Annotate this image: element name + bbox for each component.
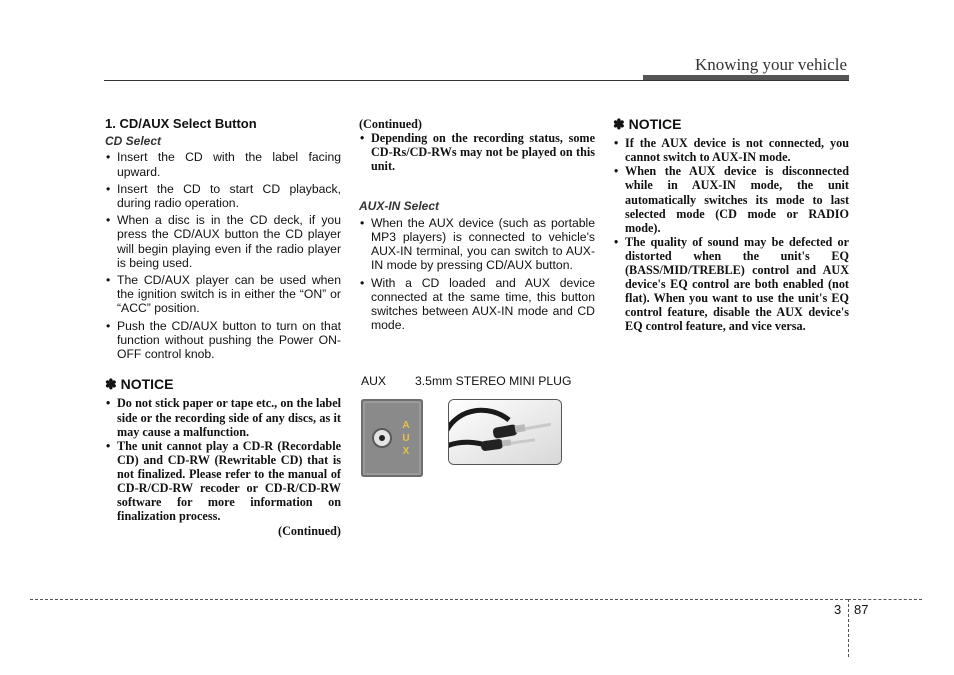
notice-list (105, 396, 341, 523)
aux-in-list (359, 216, 595, 333)
list-item: • The quality of sound may be defected or distorted when the unit's EQ (BASS/MID/TREBLE) control and AUX device's EQ control are both enabled (not flat). When you want to use the unit's EQ control feature, disable the AUX device's EQ control feature, and vice versa. (613, 235, 849, 334)
header-title: Knowing your vehicle (694, 55, 847, 74)
aux-panel-label: A U X (402, 420, 410, 457)
notice-continued-list (359, 131, 595, 173)
footer-rule (30, 599, 848, 600)
notice-heading: ✽ NOTICE (105, 376, 174, 393)
cd-select-subheading: CD Select (105, 134, 162, 149)
aux-port-image (361, 399, 423, 477)
column-1 (105, 117, 341, 539)
list-item: • Depending on the recording status, some CD-Rs/CD-RWs may not be played on this unit. (359, 131, 595, 173)
footer-divider (848, 599, 849, 657)
list-item: • When a disc is in the CD deck, if you press the CD/AUX button the CD player will begin playing even if the radio player is being used. (105, 213, 341, 270)
stereo-plug-icon (449, 400, 561, 464)
aux-in-subheading: AUX-IN Select (359, 199, 440, 214)
aux-caption: AUX (361, 374, 387, 388)
list-item: • The CD/AUX player can be used when the ignition switch is in either the “ON” or “ACC” position. (105, 273, 341, 316)
notice-list (613, 136, 849, 333)
list-item: • With a CD loaded and AUX device connected at the same time, this button switches between AUX-IN mode and CD mode. (359, 276, 595, 333)
aux-jack-icon (372, 428, 392, 448)
column-2 (359, 117, 595, 335)
continued-label: (Continued) (359, 117, 422, 131)
list-item: • Push the CD/AUX button to turn on that function without pushing the Power ON-OFF control knob. (105, 319, 341, 362)
list-item: • When the AUX device (such as portable MP3 players) is connected to vehicle's AUX-IN terminal, you can switch to AUX-IN mode by pressing CD/AUX button. (359, 216, 595, 273)
plug-caption: 3.5mm STEREO MINI PLUG (415, 374, 572, 388)
list-item: • Insert the CD to start CD playback, during radio operation. (105, 182, 341, 210)
list-item: • Do not stick paper or tape etc., on the label side or the recording side of any discs, as it may cause a malfunction. (105, 396, 341, 438)
list-item: • If the AUX device is not connected, you cannot switch to AUX-IN mode. (613, 136, 849, 164)
header-rule (104, 80, 849, 81)
section-heading: 1. CD/AUX Select Button (105, 116, 257, 131)
list-item: • When the AUX device is disconnected while in AUX-IN mode, the unit automatically switches its mode to last selected mode (CD mode or RADIO mode). (613, 164, 849, 234)
column-3 (613, 117, 849, 334)
stereo-plug-image (448, 399, 562, 465)
section-number: 3 (834, 602, 842, 617)
page-number: 87 (854, 602, 869, 617)
list-item: • Insert the CD with the label facing upward. (105, 150, 341, 178)
notice-heading: ✽ NOTICE (613, 116, 682, 132)
continued-label: (Continued) (278, 524, 341, 539)
footer-rule-right (848, 599, 922, 600)
cd-select-list (105, 150, 341, 361)
list-item: • The unit cannot play a CD-R (Recordable CD) and CD-RW (Rewritable CD) that is not finalized. Please refer to the manual of CD-R/CD-RW recoder or CD-R/CD-RW software for more information on finalization process. (105, 439, 341, 524)
